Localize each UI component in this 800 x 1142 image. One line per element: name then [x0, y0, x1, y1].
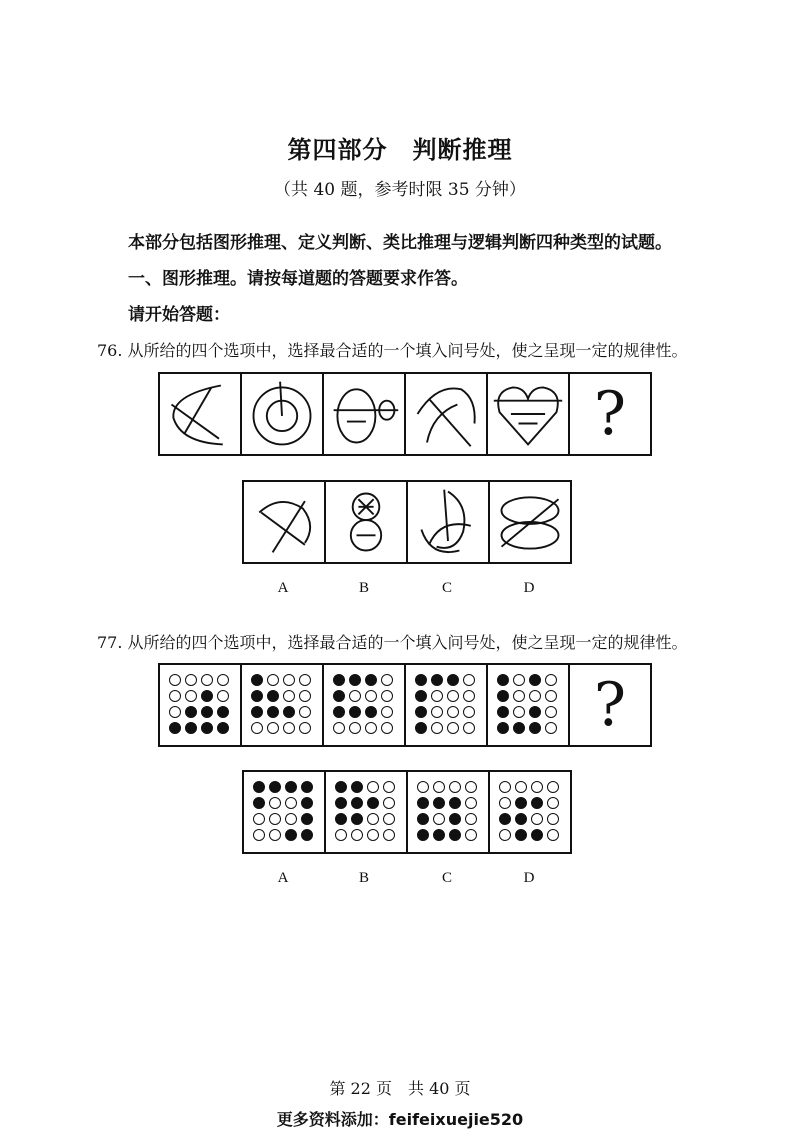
empty-circle	[251, 722, 263, 734]
q77-question-cell	[570, 665, 650, 745]
filled-circle	[449, 829, 461, 841]
empty-circle	[381, 690, 393, 702]
filled-circle	[417, 813, 429, 825]
filled-circle	[267, 706, 279, 718]
empty-circle	[417, 781, 429, 793]
empty-circle	[169, 706, 181, 718]
filled-circle	[433, 829, 445, 841]
empty-circle	[383, 829, 395, 841]
q77-stem-figure-5	[488, 665, 570, 745]
empty-circle	[269, 797, 281, 809]
filled-circle	[251, 706, 263, 718]
q77-option-a-figure[interactable]	[244, 772, 326, 852]
empty-circle	[349, 722, 361, 734]
empty-circle	[547, 829, 559, 841]
empty-circle	[367, 781, 379, 793]
q76-stem-figure-3	[324, 374, 406, 454]
heart-icon	[490, 376, 566, 452]
filled-circle	[333, 706, 345, 718]
filled-circle	[333, 674, 345, 686]
filled-circle	[497, 722, 509, 734]
empty-circle	[547, 813, 559, 825]
empty-circle	[433, 781, 445, 793]
empty-circle	[547, 797, 559, 809]
empty-circle	[169, 690, 181, 702]
filled-circle	[497, 690, 509, 702]
filled-circle	[201, 690, 213, 702]
filled-circle	[499, 813, 511, 825]
filled-circle	[513, 722, 525, 734]
q77-stem-figure-2	[242, 665, 324, 745]
empty-circle	[267, 674, 279, 686]
q76-options-row	[242, 480, 572, 564]
empty-circle	[499, 829, 511, 841]
empty-circle	[185, 690, 197, 702]
empty-circle	[529, 690, 541, 702]
filled-circle	[449, 813, 461, 825]
circle-grid	[497, 674, 559, 736]
q77-stem-figure-4	[406, 665, 488, 745]
filled-circle	[515, 829, 527, 841]
empty-circle	[367, 813, 379, 825]
circle-grid	[251, 674, 313, 736]
filled-circle	[301, 829, 313, 841]
filled-circle	[449, 797, 461, 809]
filled-circle	[351, 797, 363, 809]
q76-option-d-label: D	[523, 580, 535, 596]
empty-circle	[365, 690, 377, 702]
empty-circle	[217, 674, 229, 686]
empty-circle	[283, 674, 295, 686]
q77-option-b-label: B	[358, 870, 369, 886]
empty-circle	[269, 829, 281, 841]
circle-grid	[499, 781, 561, 843]
empty-circle	[449, 781, 461, 793]
intro-line-1: 本部分包括图形推理、定义判断、类比推理与逻辑判断四种类型的试题。	[128, 233, 672, 253]
empty-circle	[335, 829, 347, 841]
filled-circle	[515, 813, 527, 825]
crossing-arcs-icon	[408, 376, 484, 452]
empty-circle	[367, 829, 379, 841]
question-mark: ?	[593, 670, 627, 740]
filled-circle	[531, 829, 543, 841]
filled-circle	[417, 797, 429, 809]
empty-circle	[351, 829, 363, 841]
filled-circle	[169, 722, 181, 734]
empty-circle	[333, 722, 345, 734]
filled-circle	[267, 690, 279, 702]
filled-circle	[515, 797, 527, 809]
filled-circle	[531, 797, 543, 809]
q76-stem-figure-2	[242, 374, 324, 454]
filled-circle	[251, 690, 263, 702]
empty-circle	[463, 674, 475, 686]
empty-circle	[283, 690, 295, 702]
empty-circle	[381, 674, 393, 686]
circle-grid	[333, 674, 395, 736]
filled-circle	[417, 829, 429, 841]
empty-circle	[383, 797, 395, 809]
q76-option-b-figure[interactable]	[326, 482, 408, 562]
filled-circle	[349, 706, 361, 718]
filled-circle	[415, 690, 427, 702]
filled-circle	[253, 797, 265, 809]
empty-circle	[285, 813, 297, 825]
empty-circle	[545, 674, 557, 686]
circle-grid	[417, 781, 479, 843]
intro-line-3: 请开始答题：	[128, 305, 230, 325]
empty-circle	[545, 706, 557, 718]
empty-circle	[465, 797, 477, 809]
empty-circle	[447, 722, 459, 734]
empty-circle	[283, 722, 295, 734]
filled-circle	[269, 781, 281, 793]
arc-shape-icon	[162, 376, 238, 452]
q76-option-c-figure[interactable]	[408, 482, 490, 562]
filled-circle	[415, 722, 427, 734]
empty-circle	[201, 674, 213, 686]
empty-circle	[267, 722, 279, 734]
q76-question-cell	[570, 374, 650, 454]
q77-option-d-label: D	[523, 870, 535, 886]
empty-circle	[185, 674, 197, 686]
filled-circle	[251, 674, 263, 686]
filled-circle	[283, 706, 295, 718]
intro-line-2: 一、图形推理。请按每道题的答题要求作答。	[128, 269, 468, 289]
empty-circle	[513, 690, 525, 702]
filled-circle	[365, 706, 377, 718]
filled-circle	[217, 722, 229, 734]
page-title: 第四部分 判断推理	[287, 136, 513, 164]
filled-circle	[335, 797, 347, 809]
q77-option-b-figure[interactable]	[326, 772, 408, 852]
empty-circle	[515, 781, 527, 793]
filled-circle	[415, 706, 427, 718]
question-76-text: 76. 从所给的四个选项中，选择最合适的一个填入问号处，使之呈现一定的规律性。	[97, 341, 688, 360]
empty-circle	[447, 706, 459, 718]
empty-circle	[383, 813, 395, 825]
option-b-shape-icon	[328, 484, 404, 560]
empty-circle	[465, 781, 477, 793]
q77-option-d-figure[interactable]	[490, 772, 570, 852]
empty-circle	[531, 813, 543, 825]
circle-grid	[169, 674, 231, 736]
filled-circle	[367, 797, 379, 809]
q76-option-a-figure[interactable]	[244, 482, 326, 562]
q77-option-a-label: A	[277, 870, 289, 886]
question-mark: ?	[593, 379, 627, 449]
filled-circle	[301, 797, 313, 809]
concentric-circles-icon	[244, 376, 320, 452]
empty-circle	[513, 674, 525, 686]
filled-circle	[201, 722, 213, 734]
more-info-note: 更多资料添加：feifeixuejie520	[276, 1110, 524, 1129]
filled-circle	[333, 690, 345, 702]
empty-circle	[513, 706, 525, 718]
filled-circle	[335, 781, 347, 793]
empty-circle	[545, 690, 557, 702]
filled-circle	[351, 781, 363, 793]
filled-circle	[285, 829, 297, 841]
q76-option-b-label: B	[358, 580, 369, 596]
filled-circle	[185, 722, 197, 734]
q77-stem-figure-3	[324, 665, 406, 745]
empty-circle	[349, 690, 361, 702]
circle-grid	[335, 781, 397, 843]
filled-circle	[497, 674, 509, 686]
filled-circle	[335, 813, 347, 825]
q77-option-c-figure[interactable]	[408, 772, 490, 852]
circle-grid	[253, 781, 315, 843]
empty-circle	[499, 781, 511, 793]
filled-circle	[431, 674, 443, 686]
empty-circle	[465, 829, 477, 841]
empty-circle	[463, 722, 475, 734]
empty-circle	[381, 722, 393, 734]
filled-circle	[529, 674, 541, 686]
empty-circle	[381, 706, 393, 718]
option-c-shape-icon	[410, 484, 486, 560]
filled-circle	[301, 813, 313, 825]
filled-circle	[217, 706, 229, 718]
empty-circle	[463, 690, 475, 702]
empty-circle	[299, 674, 311, 686]
q76-option-d-figure[interactable]	[490, 482, 570, 562]
filled-circle	[185, 706, 197, 718]
filled-circle	[301, 781, 313, 793]
empty-circle	[431, 722, 443, 734]
page-subtitle: （共 40 题，参考时限 35 分钟）	[274, 180, 526, 200]
filled-circle	[529, 722, 541, 734]
filled-circle	[201, 706, 213, 718]
empty-circle	[545, 722, 557, 734]
empty-circle	[383, 781, 395, 793]
option-a-shape-icon	[246, 484, 322, 560]
empty-circle	[463, 706, 475, 718]
q77-option-c-label: C	[441, 870, 452, 886]
empty-circle	[431, 706, 443, 718]
filled-circle	[497, 706, 509, 718]
empty-circle	[169, 674, 181, 686]
q76-stem-figure-4	[406, 374, 488, 454]
option-d-shape-icon	[492, 484, 568, 560]
filled-circle	[349, 674, 361, 686]
filled-circle	[285, 781, 297, 793]
q76-stem-figure-5	[488, 374, 570, 454]
filled-circle	[351, 813, 363, 825]
empty-circle	[433, 813, 445, 825]
empty-circle	[285, 797, 297, 809]
empty-circle	[217, 690, 229, 702]
q76-stem-row	[158, 372, 652, 456]
filled-circle	[529, 706, 541, 718]
empty-circle	[465, 813, 477, 825]
q77-options-row	[242, 770, 572, 854]
q76-stem-figure-1	[160, 374, 242, 454]
empty-circle	[499, 797, 511, 809]
empty-circle	[269, 813, 281, 825]
page-number: 第 22 页 共 40 页	[329, 1079, 471, 1098]
empty-circle	[531, 781, 543, 793]
q76-option-a-label: A	[277, 580, 289, 596]
filled-circle	[415, 674, 427, 686]
empty-circle	[447, 690, 459, 702]
circle-grid	[415, 674, 477, 736]
empty-circle	[253, 829, 265, 841]
empty-circle	[299, 706, 311, 718]
ellipse-line-icon	[326, 376, 402, 452]
filled-circle	[447, 674, 459, 686]
q77-stem-row	[158, 663, 652, 747]
empty-circle	[365, 722, 377, 734]
empty-circle	[547, 781, 559, 793]
empty-circle	[299, 690, 311, 702]
q76-option-c-label: C	[441, 580, 452, 596]
filled-circle	[365, 674, 377, 686]
empty-circle	[299, 722, 311, 734]
empty-circle	[253, 813, 265, 825]
filled-circle	[433, 797, 445, 809]
question-77-text: 77. 从所给的四个选项中，选择最合适的一个填入问号处，使之呈现一定的规律性。	[97, 633, 688, 652]
empty-circle	[431, 690, 443, 702]
filled-circle	[253, 781, 265, 793]
q77-stem-figure-1	[160, 665, 242, 745]
